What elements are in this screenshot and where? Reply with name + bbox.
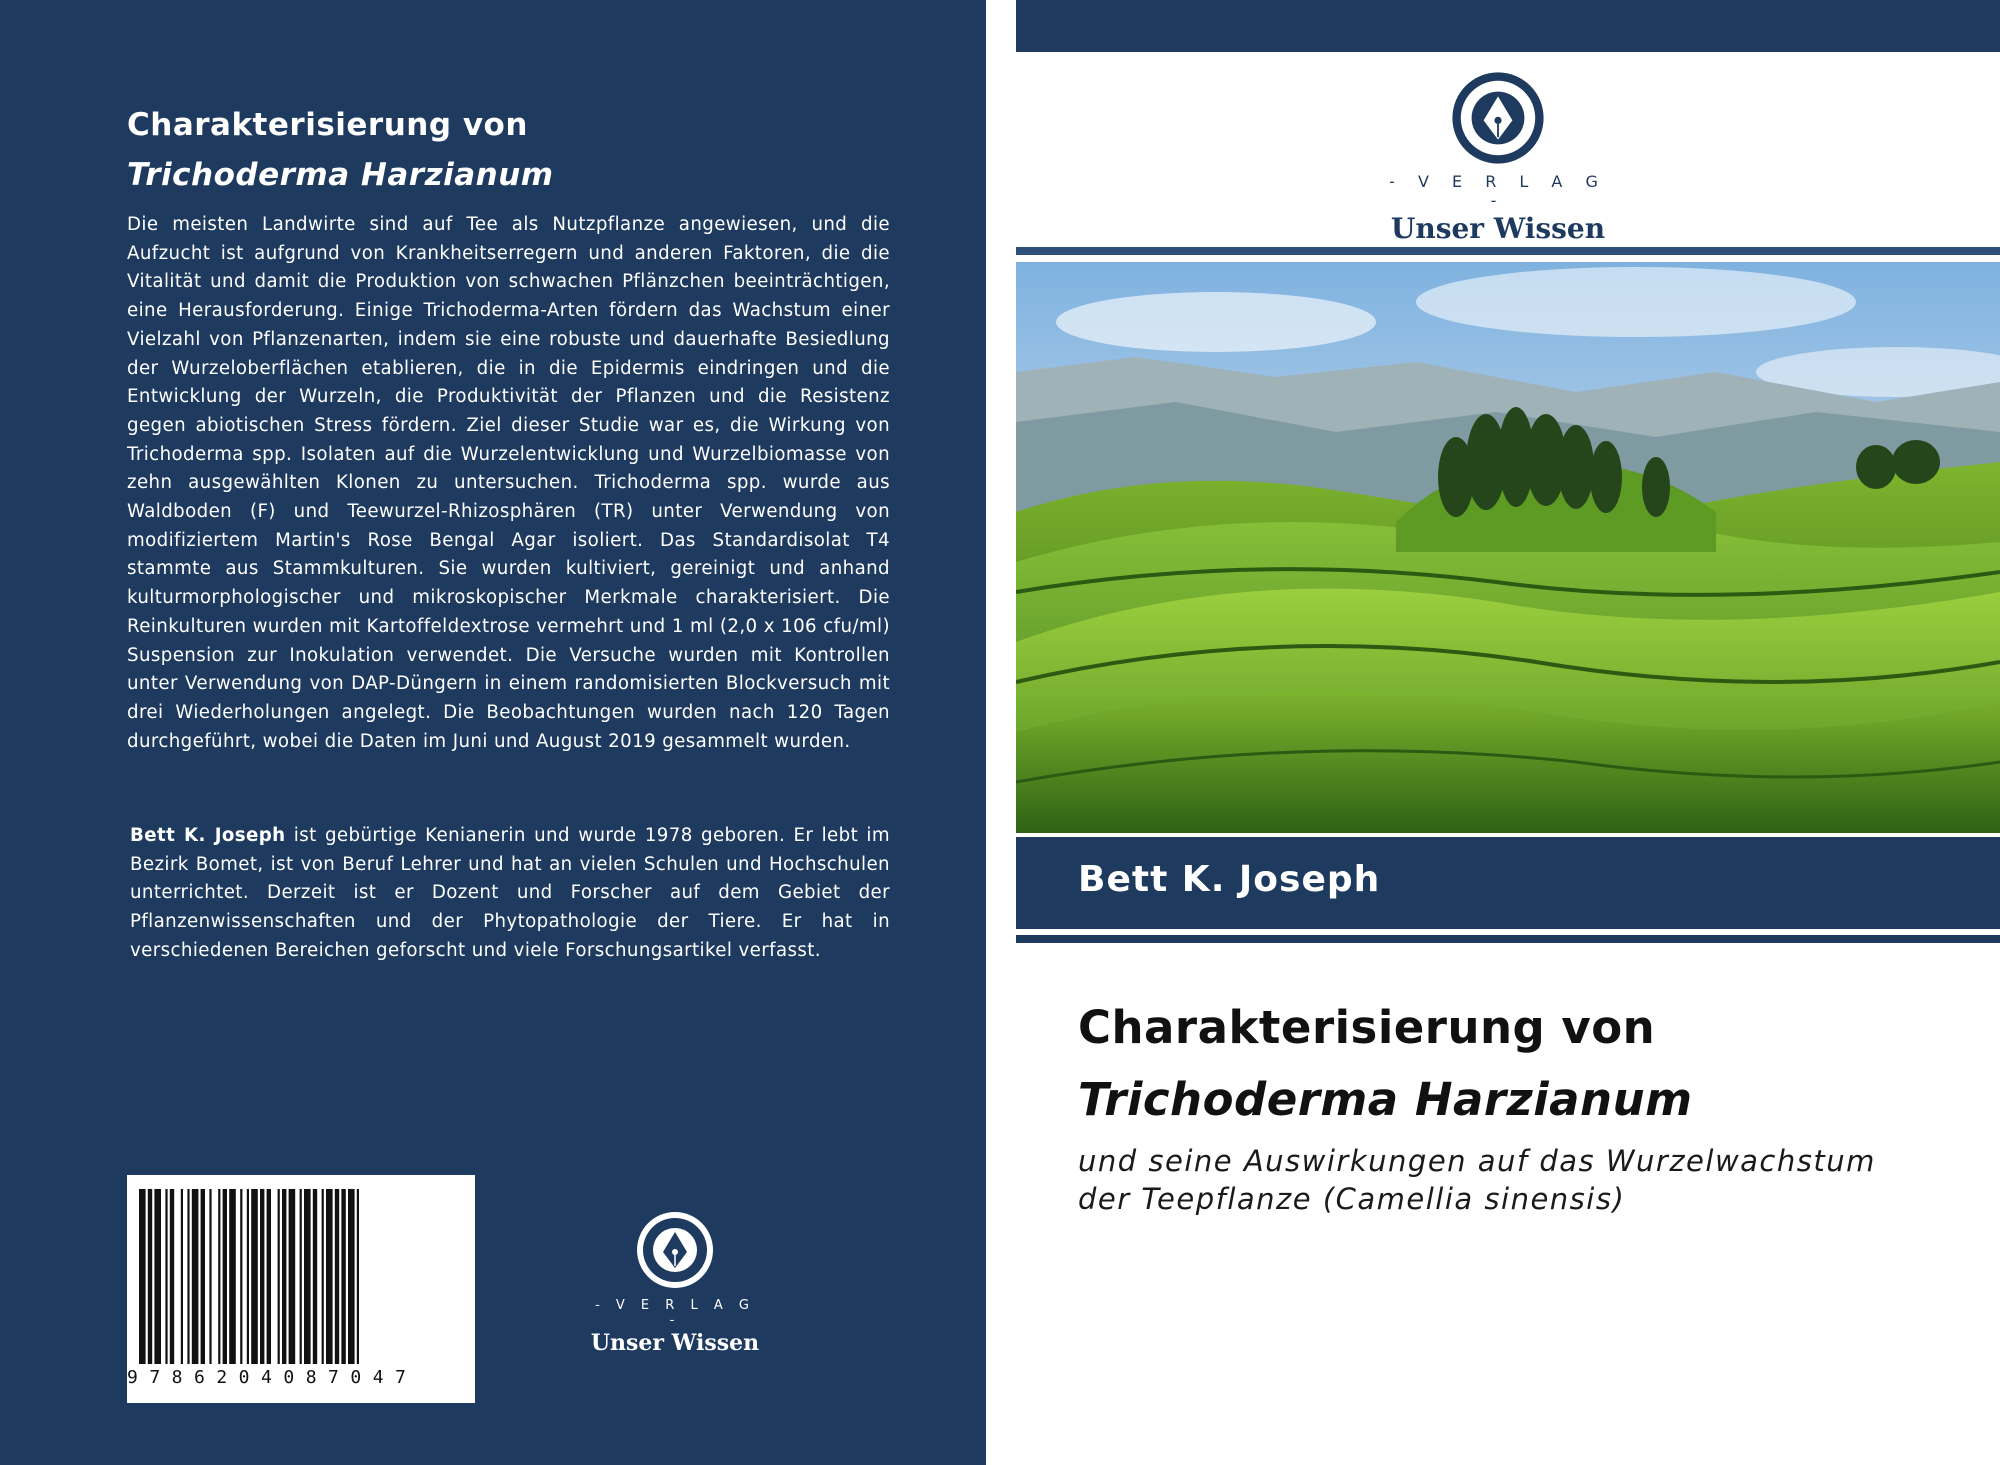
author-bottom-stripe [1016,935,2000,943]
isbn-barcode [127,1175,475,1403]
barcode-bar [335,1189,339,1364]
barcode-bar [229,1189,236,1364]
author-bio-text: ist gebürtige Kenianerin und wurde 1978 geboren. Er lebt im Bezirk Bomet, ist von Beruf Lehrer und hat an vielen Schulen und Hochschulen unterrichtet. Derzeit ist er Dozent und Forscher auf dem Gebiet der Pflanzenwissenschaften und der Phytopathologie der Tiere. Er hat in verschiedenen Bereichen geforscht und viele Forschungsartikel verfasst. [130,825,890,961]
barcode-bar [223,1189,227,1364]
back-title-line1: Charakterisierung von [127,107,528,143]
isbn-digits: 9786204087047 [127,1367,418,1388]
barcode-bar [218,1189,220,1364]
front-cover-subtitle [1078,1142,1978,1218]
barcode-bar [304,1189,311,1364]
barcode-bar [139,1189,146,1364]
pen-nib-seal-icon [635,1210,715,1290]
barcode-bar [165,1189,167,1364]
barcode-bar [267,1189,271,1364]
front-top-bar [1016,0,2000,52]
barcode-bar [148,1189,152,1364]
barcode-bar [289,1189,296,1364]
front-title-line2: Trichoderma Harzianum [1078,1073,1693,1126]
front-title-line1: Charakterisierung von [1078,1001,1656,1054]
publisher-logo-front [1378,70,1618,245]
barcode-bar [247,1189,249,1364]
barcode-bar [187,1189,189,1364]
verlag-label-front: - V E R L A G - [1389,172,1607,210]
barcode-bar [357,1189,359,1364]
tea-plantation-photo [1016,262,2000,833]
barcode-bar [348,1189,355,1364]
barcode-bar [322,1189,324,1364]
barcode-bar [278,1189,280,1364]
author-bio-name: Bett K. Joseph [130,825,286,846]
front-cover-title [1078,992,1693,1136]
publisher-name-front: Unser Wissen [1390,212,1606,245]
barcode-bar [251,1189,258,1364]
tea-hills-image [1016,262,2000,833]
barcode-bar [341,1189,345,1364]
photo-top-stripe [1016,247,2000,255]
barcode-bar [326,1189,333,1364]
subtitle-line2: der Teepflanze (Camellia sinensis) [1078,1182,1626,1216]
front-author-name: Bett K. Joseph [1078,859,1381,900]
barcode-bar [209,1189,211,1364]
barcode-bar [240,1189,242,1364]
back-title-line2: Trichoderma Harzianum [127,157,554,193]
barcode-bar [170,1189,174,1364]
spine-gap [986,0,1016,1465]
barcode-bar [181,1189,183,1364]
publisher-name-back: Unser Wissen [590,1330,760,1356]
author-band [1016,837,2000,929]
author-bio [130,822,890,966]
barcode-bar [282,1189,286,1364]
barcode-bar [192,1189,199,1364]
verlag-label-back: - V E R L A G - [595,1298,755,1328]
subtitle-line1: und seine Auswirkungen auf das Wurzelwachstum [1078,1144,1876,1178]
barcode-bar [260,1189,264,1364]
pen-nib-seal-icon [1450,70,1546,166]
back-cover-blurb: Die meisten Landwirte sind auf Tee als Nutzpflanze angewiesen, und die Aufzucht ist aufgrund von Krankheitserregern und anderen Faktoren, die die Vitalität und damit die Produktion von schwachen Pflänzchen beeinträchtigen, eine Herausforderung. Einige Trichoderma-Arten fördern das Wachstum einer Vielzahl von Pflanzenarten, indem sie eine robuste und dauerhafte Besiedlung der Wurzeloberflächen etablieren, die in die Epidermis eindringen und die Entwicklung der Wurzeln, die Produktivität der Pflanzen und die Resistenz gegen abiotischen Stress fördern. Ziel dieser Studie war es, die Wirkung von Trichoderma spp. Isolaten auf die Wurzelentwicklung und Wurzelbiomasse von zehn ausgewählten Klonen zu untersuchen. Trichoderma spp. wurde aus Waldboden (F) und Teewurzel-Rhizosphären (TR) unter Verwendung von modifiziertem Martin's Rose Bengal Agar isoliert. Das Standardisolat T4 stammte aus Stammkulturen. Sie wurden kultiviert, gereinigt und anhand kulturmorphologischer und mikroskopischer Merkmale charakterisiert. Die Reinkulturen wurden mit Kartoffeldextrose vermehrt und 1 ml (2,0 x 106 cfu/ml) Suspension zur Inokulation verwendet. Die Versuche wurden mit Kontrollen unter Verwendung von DAP-Düngern in einem randomisierten Blockversuch mit drei Wiederholungen angelegt. Die Beobachtungen wurden nach 120 Tagen durchgeführt, wobei die Daten im Juni und August 2019 gesammelt wurden. [127,214,890,752]
publisher-logo-back [585,1210,765,1356]
barcode-bar [201,1189,205,1364]
barcode-bar [300,1189,302,1364]
back-cover-title [127,100,554,200]
barcode-bar [313,1189,317,1364]
barcode-bar [154,1189,161,1364]
